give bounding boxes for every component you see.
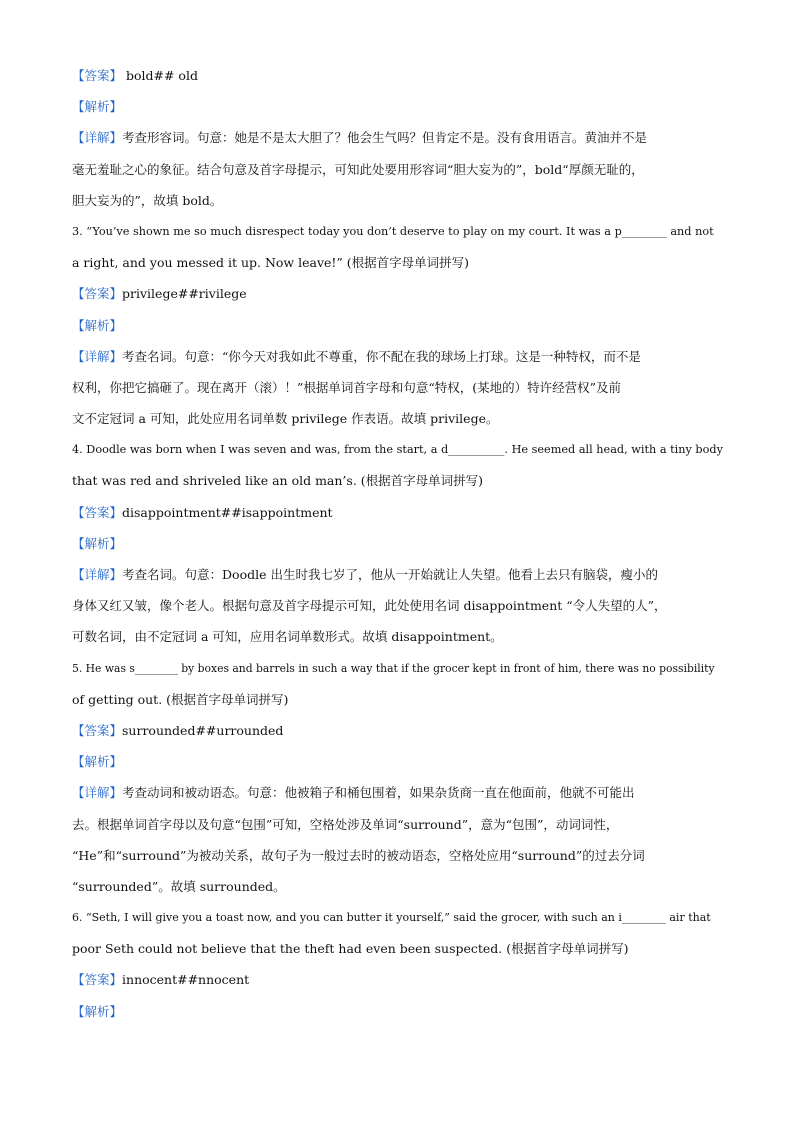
- document-page: [72, 60, 724, 1027]
- answer-label: 【答案】: [72, 286, 123, 302]
- answer-label: 【答案】: [72, 504, 123, 520]
- detail-line: [72, 341, 724, 372]
- answer-line: [72, 497, 724, 528]
- question-line: [72, 933, 724, 964]
- analysis-label: 【解析】: [72, 317, 123, 333]
- analysis-line: [72, 996, 724, 1027]
- answer-text: surrounded##urrounded: [122, 722, 284, 738]
- question-text: of getting out. (根据首字母单词拼写): [72, 691, 289, 707]
- detail-label: 【详解】: [72, 567, 123, 582]
- detail-text: 可数名词，由不定冠词 a 可知，应用名词单数形式。故填 disappointment。: [72, 629, 503, 645]
- question-text: that was red and shriveled like an old man’s. (根据首字母单词拼写): [72, 473, 484, 489]
- detail-text: “surrounded”。故填 surrounded。: [72, 878, 286, 894]
- detail-line: [72, 590, 724, 621]
- detail-label: 【详解】: [72, 130, 123, 146]
- analysis-line: [72, 310, 724, 341]
- detail-text: 考查动词和被动语态。句意：他被箱子和桶包围着，如果杂货商一直在他面前，他就不可能出: [122, 785, 635, 801]
- analysis-label: 【解析】: [72, 535, 123, 551]
- analysis-label: 【解析】: [72, 99, 123, 115]
- detail-line: [72, 559, 724, 590]
- answer-label: 【答案】: [72, 68, 123, 83]
- detail-text: 考查名词。句意：“你今天对我如此不尊重，你不配在我的球场上打球。这是一种特权，而不是: [122, 348, 641, 364]
- detail-text: 文不定冠词 a 可知，此处应用名词单数 privilege 作表语。故填 privilege。: [72, 411, 499, 427]
- answer-line: [72, 60, 724, 91]
- detail-text: 权利，你把它搞砸了。现在离开（滚）！”根据单词首字母和句意“特权，(某地的）特许经营权”及前: [72, 379, 622, 395]
- question-line: [72, 684, 724, 715]
- detail-line: [72, 777, 724, 808]
- detail-line: [72, 871, 724, 902]
- detail-text: “He”和“surround”为被动关系，故句子为一般过去时的被动语态，空格处应用“surround”的过去分词: [72, 847, 645, 863]
- answer-text: privilege##rivilege: [122, 286, 247, 302]
- detail-line: [72, 185, 724, 216]
- question-text: poor Seth could not believe that the theft had even been suspected. (根据首字母单词拼写): [72, 941, 629, 957]
- answer-line: [72, 964, 724, 995]
- analysis-label: 【解析】: [72, 1003, 123, 1019]
- answer-label: 【答案】: [72, 722, 123, 738]
- answer-line: [72, 715, 724, 746]
- detail-line: [72, 840, 724, 871]
- analysis-label: 【解析】: [72, 754, 123, 770]
- analysis-line: [72, 746, 724, 777]
- detail-text: 考查名词。句意：Doodle 出生时我七岁了，他从一开始就让人失望。他看上去只有脑袋，瘦小的: [122, 567, 658, 582]
- detail-line: [72, 809, 724, 840]
- detail-text: 身体又红又皱，像个老人。根据句意及首字母提示可知，此处使用名词 disappointment “令人失望的人”，: [72, 598, 667, 614]
- question-line: [72, 653, 724, 684]
- detail-line: [72, 621, 724, 652]
- answer-text: innocent##nnocent: [122, 972, 250, 988]
- detail-line: [72, 154, 724, 185]
- question-text: 3. “You’ve shown me so much disrespect today you don’t deserve to play on my court. It was a p________ and not: [72, 224, 714, 238]
- detail-label: 【详解】: [72, 348, 123, 364]
- answer-label: 【答案】: [72, 972, 123, 988]
- question-text: a right, and you messed it up. Now leave!” (根据首字母单词拼写): [72, 255, 470, 271]
- answer-line: [72, 278, 724, 309]
- question-line: [72, 465, 724, 496]
- analysis-line: [72, 528, 724, 559]
- detail-line: [72, 122, 724, 153]
- detail-text: 毫无羞耻之心的象征。结合句意及首字母提示，可知此处要用形容词“胆大妄为的”，bold“厚颜无耻的，: [72, 161, 644, 177]
- question-text: 6. “Seth, I will give you a toast now, and you can butter it yourself,” said the grocer, with such an i________ air that: [72, 911, 711, 925]
- question-line: [72, 216, 724, 247]
- detail-text: 胆大妄为的”，故填 bold。: [72, 192, 223, 208]
- question-text: 4. Doodle was born when I was seven and was, from the start, a d__________. He seemed all head, with a tiny body: [72, 443, 723, 457]
- question-line: [72, 434, 724, 465]
- answer-text: disappointment##isappointment: [122, 504, 333, 520]
- detail-label: 【详解】: [72, 785, 123, 801]
- detail-line: [72, 372, 724, 403]
- question-line: [72, 902, 724, 933]
- answer-text: bold## old: [122, 68, 198, 83]
- question-text: 5. He was s________ by boxes and barrels in such a way that if the grocer kept in front of him, there was no possibility: [72, 661, 715, 675]
- analysis-line: [72, 91, 724, 122]
- detail-text: 去。根据单词首字母以及句意“包围”可知，空格处涉及单词“surround”，意为“包围”，动词词性，: [72, 816, 619, 832]
- detail-text: 考查形容词。句意：她是不是太大胆了？他会生气吗？但肯定不是。没有食用语言。黄油并不是: [122, 130, 648, 146]
- question-line: [72, 247, 724, 278]
- detail-line: [72, 403, 724, 434]
